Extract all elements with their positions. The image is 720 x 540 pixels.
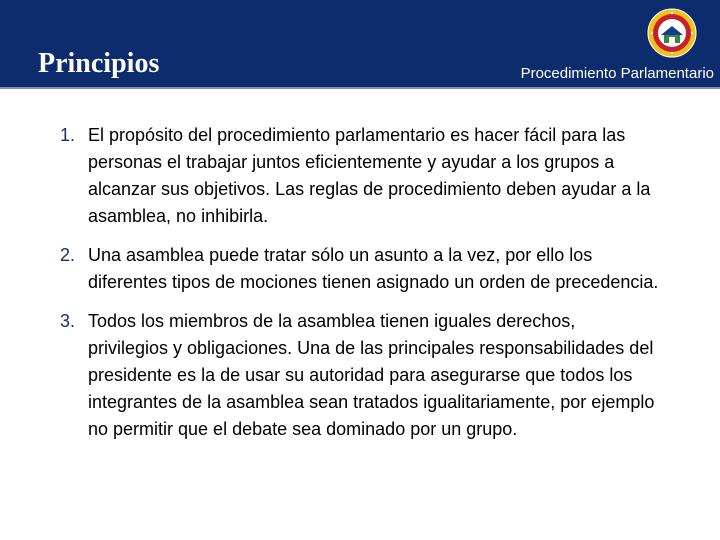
list-item [60, 242, 660, 296]
list-item-number: 2. [60, 245, 76, 265]
list-item [60, 308, 660, 443]
list-item-text: Todos los miembros de la asamblea tienen iguales derechos, privilegios y obligaciones. Una de las principales responsabilidades del presidente es la de usar su autoridad para asegurarse que todos los integrantes de la asamblea sean tratados igualitariamente, por ejemplo no permitir que el debate sea dominado por un grupo. [88, 311, 655, 439]
header-bar [0, 0, 720, 87]
slide-title: Principios [38, 48, 160, 79]
list-item-text: El propósito del procedimiento parlamentario es hacer fácil para las personas el trabajar juntos eficientemente y ayudar a los grupos a alcanzar sus objetivos. Las reglas de procedimiento deben ayudar a la asamblea, no inhibirla. [88, 125, 651, 226]
parliamentary-seal-icon [647, 8, 697, 58]
list-item-number: 3. [60, 311, 76, 331]
slide-subtitle: Procedimiento Parlamentario [520, 65, 714, 82]
principles-list [60, 122, 660, 455]
list-item [60, 122, 660, 230]
header-divider [0, 87, 720, 89]
list-item-text: Una asamblea puede tratar sólo un asunto a la vez, por ello los diferentes tipos de mociones tienen asignado un orden de precedencia. [88, 245, 659, 292]
list-item-number: 1. [60, 125, 76, 145]
